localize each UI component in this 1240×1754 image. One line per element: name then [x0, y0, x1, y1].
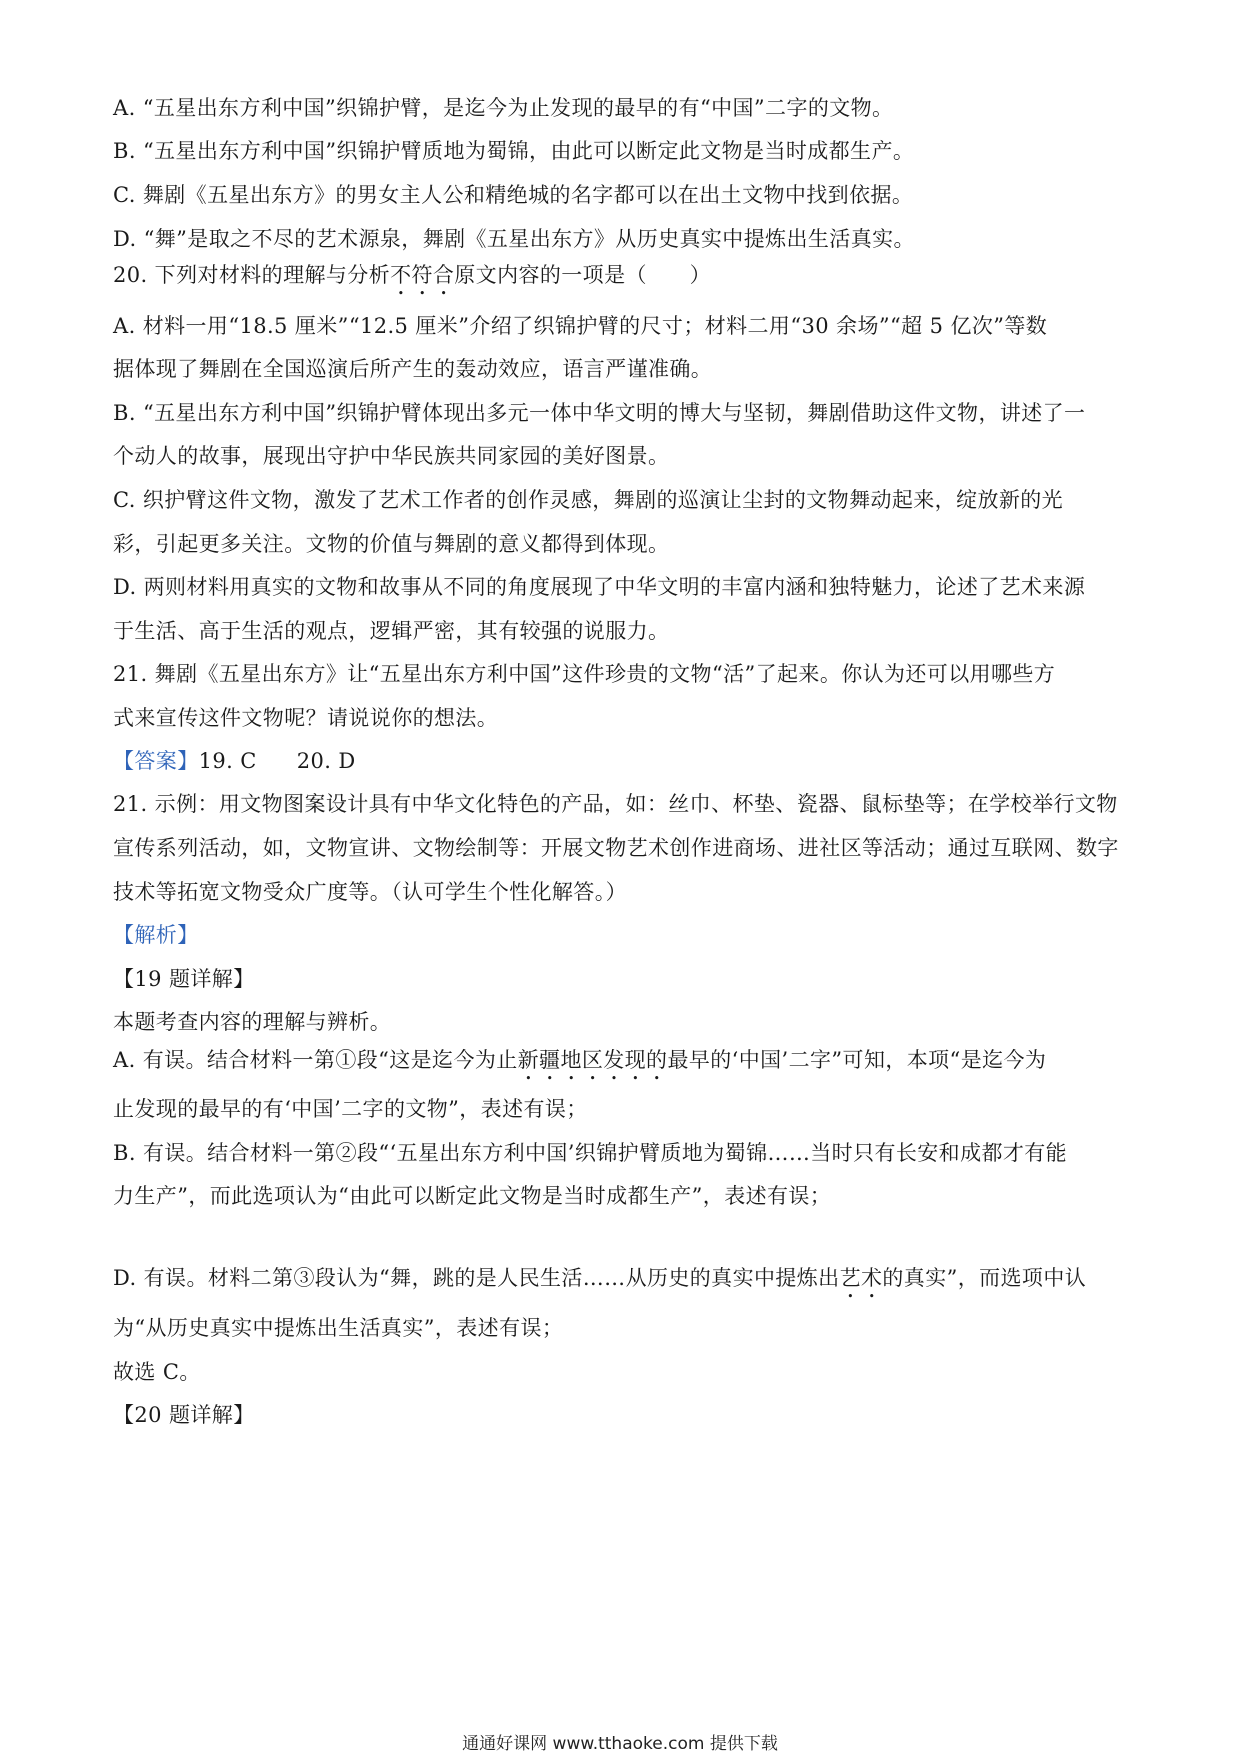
analysis-a-post: 最早的‘中国’二字”可知，本项“是迄今为 [667, 1048, 1047, 1072]
answer-line [113, 746, 1133, 776]
q19-option-b: B. “五星出东方利中国”织锦护臂质地为蜀锦，由此可以断定此文物是当时成都生产。 [113, 139, 915, 163]
q20-option-d-line1: D. 两则材料用真实的文物和故事从不同的角度展现了中华文明的丰富内涵和独特魅力，论述了艺术来源 [113, 575, 1086, 599]
q19-option-c: C. 舞剧《五星出东方》的男女主人公和精绝城的名字都可以在出土文物中找到依据。 [113, 183, 914, 207]
analysis-b-line2: 力生产”，而此选项认为“由此可以断定此文物是当时成都生产”，表述有误； [113, 1184, 832, 1208]
analysis-d-line2: 为“从历史真实中提炼出生活真实”，表述有误； [113, 1316, 564, 1340]
analysis-a-pre: A. 有误。结合材料一第①段“这是迄今为止 [113, 1048, 518, 1072]
analysis-b-line1: B. 有误。结合材料一第②段“‘五星出东方利中国’织锦护臂质地为蜀锦……当时只有长安和成都才有能 [113, 1141, 1068, 1165]
analysis-a-emphasis: 新疆地区发现的 [517, 1048, 668, 1072]
analysis-20-heading: 【20 题详解】 [113, 1403, 255, 1427]
analysis-a-line2: 止发现的最早的有‘中国’二字的文物”，表述有误； [113, 1097, 588, 1121]
q20-option-b-line2: 个动人的故事，展现出守护中华民族共同家园的美好图景。 [113, 444, 670, 468]
analysis-d-line1 [113, 1263, 1133, 1303]
analysis-conclusion: 故选 C。 [113, 1360, 201, 1384]
analysis-d-pre: D. 有误。材料二第③段认为“舞，跳的是人民生活……从历史的真实中提炼出 [113, 1266, 840, 1290]
q20-stem [113, 260, 1133, 300]
answer-21-line2: 宣传系列活动，如，文物宣讲、文物绘制等：开展文物艺术创作进商场、进社区等活动；通过互联网、数字 [113, 836, 1119, 860]
q20-option-a-line1: A. 材料一用“18.5 厘米”“12.5 厘米”介绍了织锦护臂的尺寸；材料二用“30 余场”“超 5 亿次”等数 [113, 314, 1048, 338]
analysis-d-post: 的真实”，而选项中认 [882, 1266, 1087, 1290]
q21-stem-line1: 21. 舞剧《五星出东方》让“五星出东方利中国”这件珍贵的文物“活”了起来。你认为还可以用哪些方 [113, 662, 1056, 686]
footer-watermark: 通通好课网 www.tthaoke.com 提供下载 [462, 1734, 778, 1754]
q19-option-a: A. “五星出东方利中国”织锦护臂，是迄今为止发现的最早的有“中国”二字的文物。 [113, 96, 894, 120]
q20-option-c-line2: 彩，引起更多关注。文物的价值与舞剧的意义都得到体现。 [113, 532, 670, 556]
answer-20: 20. D [296, 749, 356, 773]
answer-19: 19. C [198, 749, 257, 773]
analysis-a-line1 [113, 1045, 1133, 1085]
answer-21-line3: 技术等拓宽文物受众广度等。（认可学生个性化解答。） [113, 880, 627, 904]
analysis-19-heading: 【19 题详解】 [113, 967, 255, 991]
analysis-intro: 本题考查内容的理解与辨析。 [113, 1010, 392, 1034]
q20-stem-post: 原文内容的一项是（ ） [454, 263, 712, 287]
q20-stem-emphasis: 不符合 [390, 263, 455, 287]
q20-option-d-line2: 于生活、高于生活的观点，逻辑严密，其有较强的说服力。 [113, 619, 670, 643]
q20-stem-pre: 20. 下列对材料的理解与分析 [113, 263, 391, 287]
q19-option-d: D. “舞”是取之不尽的艺术源泉，舞剧《五星出东方》从历史真实中提炼出生活真实。 [113, 227, 915, 251]
answer-21-line1: 21. 示例：用文物图案设计具有中华文化特色的产品，如：丝巾、杯垫、瓷器、鼠标垫等；在学校举行文物 [113, 792, 1118, 816]
q21-stem-line2: 式来宣传这件文物呢？请说说你的想法。 [113, 706, 499, 730]
analysis-tag: 【解析】 [113, 923, 199, 947]
q20-option-a-line2: 据体现了舞剧在全国巡演后所产生的轰动效应，语言严谨准确。 [113, 357, 713, 381]
q20-option-b-line1: B. “五星出东方利中国”织锦护臂体现出多元一体中华文明的博大与坚韧，舞剧借助这件文物，讲述了一 [113, 401, 1086, 425]
answer-tag: 【答案】 [113, 749, 199, 773]
q20-option-c-line1: C. 织护臂这件文物，激发了艺术工作者的创作灵感，舞剧的巡演让尘封的文物舞动起来，绽放新的光 [113, 488, 1064, 512]
analysis-d-emphasis: 艺术 [839, 1266, 883, 1290]
